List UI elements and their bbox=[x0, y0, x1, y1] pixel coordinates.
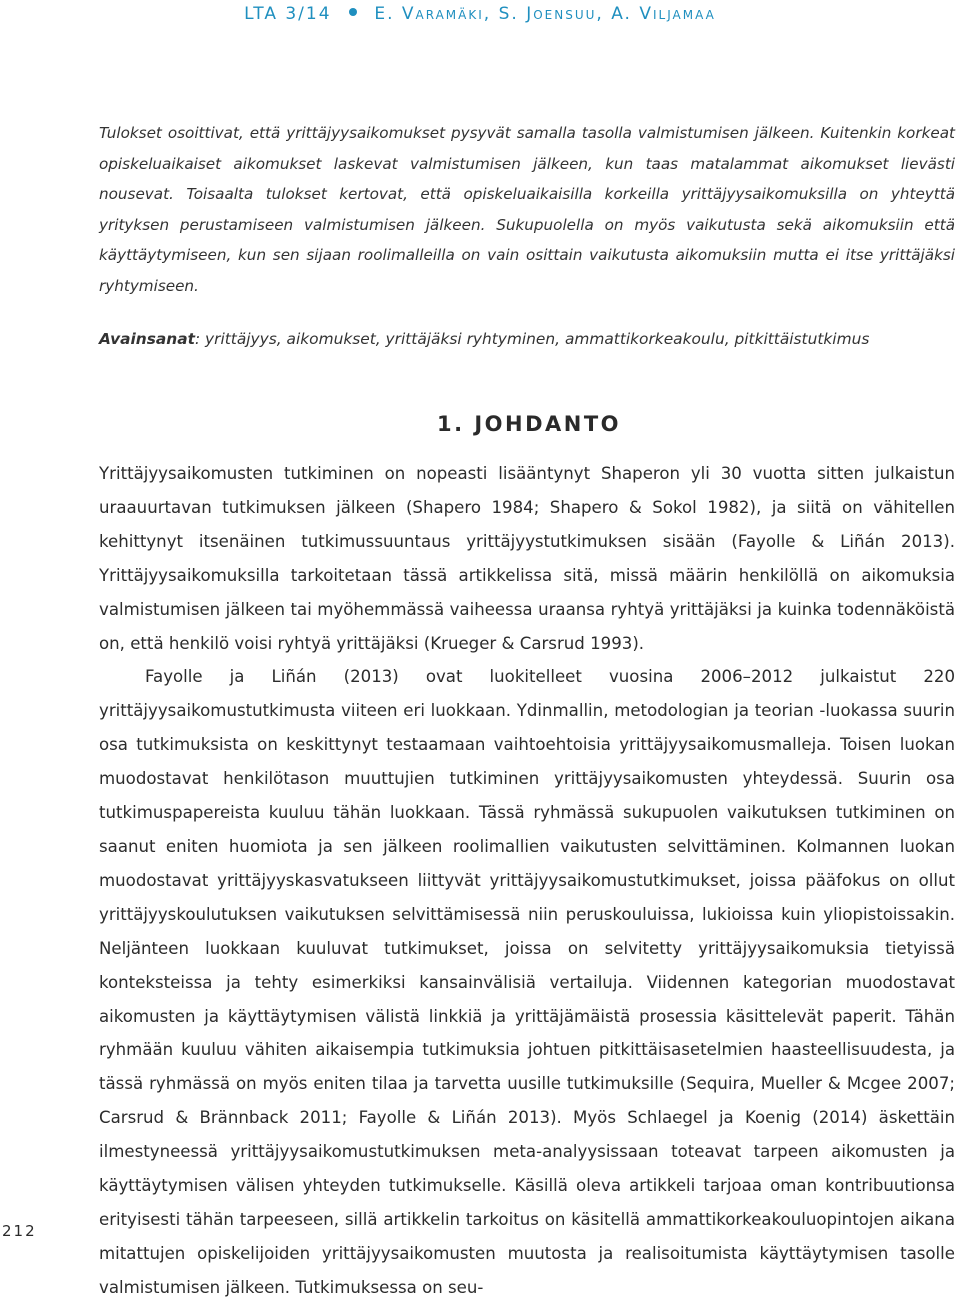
author-1: E. Varamäki bbox=[374, 4, 484, 24]
running-header: LTA 3/14 E. Varamäki, S. Joensuu, A. Viljamaa bbox=[244, 4, 716, 24]
abstract-paragraph: Tulokset osoittivat, että yrittäjyysaikomukset pysyvät samalla tasolla valmistumisen jälkeen. Kuitenkin korkeat opiskeluaikaiset aikomukset laskevat valmistumisen jälkeen, kun taas matalammat aikomukset lievästi nousevat. Toisaalta tulokset kertovat, että opiskeluaikaisilla korkeilla yrittäjyysaikomuksilla on yhteyttä yrityksen perustamiseen valmistumisen jälkeen. Sukupuolella on myös vaikutusta sekä aikomuksiin että käyttäytymiseen, kun sen sijaan roolimalleilla on vain osittain vaikutusta aikomuksiin mutta ei itse yrittäjäksi ryhtymiseen. bbox=[99, 124, 955, 295]
body-paragraph-2: Fayolle ja Liñán (2013) ovat luokitelleet vuosina 2006–2012 julkaistut 220 yrittäjyysaikomustutkimusta viiteen eri luokkaan. Ydinmallin, metodologian ja teorian -luokassa suurin osa tutkimuksista on keskittynyt testaamaan vaihtoehtoisia yrittäjyysaikomusmalleja. Toisen luokan muodostavat henkilötason muuttujien tutkiminen yrittäjyysaikomusten yhteydessä. Suurin osa tutkimuspapereista kuuluu tähän luokkaan. Tässä ryhmässä sukupuolen vaikutuksen tutkiminen on saanut eniten huomiota ja sen jälkeen roolimallien vaikutusten selvittäminen. Kolmannen luokan muodostavat yrittäjyyskasvatukseen liittyvät yrittäjyysaikomustutkimukset, joissa pääfokus on ollut yrittäjyyskoulutuksen vaikutuksen selvittämisessä niin peruskouluissa, lukioissa kuin yliopistoissakin. Neljänteen luokkaan kuuluvat tutkimukset, joissa on selvitetty yrittäjyysaikomuksia tietyissä konteksteissa ja tehty esimerkiksi kansainvälisiä vertailuja. Viidennen kategorian muodostavat aikomusten ja käyttäytymisen välistä linkkiä ja yrittäjämäistä prosessia käsittelevät paperit. Tähän ryhmään kuuluu vähiten aikaisempia tutkimuksia johtuen pitkittäisasetelmien haasteellisuudesta, ja tässä ryhmässä on myös eniten tilaa ja tarvetta uusille tutkimuksille (Sequira, Mueller & Mcgee 2007; Carsrud & Brännback 2011; Fayolle & Liñán 2013). Myös Schlaegel ja Koenig (2014) äskettäin ilmestyneessä yrittäjyysaikomustutkimuksen meta-analyysissaan toteavat tarpeen aikomusten ja käyttäytymisen välisen yhteyden tutkimukselle. Käsillä oleva artikkeli tarjoaa oman kontribuutionsa erityisesti tähän tarpeeseen, sillä artikkelin tarkoitus on käsitellä ammattikorkeakouluopintojen aikana mitattujen opiskelijoiden yrittäjyysaikomusten muutosta ja realisoitumista käyttäytymisen tasolle valmistumisen jälkeen. Tutkimuksessa on seu- bbox=[99, 667, 955, 1297]
body-paragraph-1: Yrittäjyysaikomusten tutkiminen on nopeasti lisääntynyt Shaperon yli 30 vuotta sitten julkaistun uraauurtavan tutkimuksen jälkeen (Shapero 1984; Shapero & Sokol 1982), ja siitä on vähitellen kehittynyt itsenäinen tutkimussuuntaus yrittäjyystutkimuksen sisään (Fayolle & Liñán 2013). Yrittäjyysaikomuksilla tarkoitetaan tässä artikkelissa sitä, missä määrin henkilöllä on aikomuksia valmistumisen jälkeen tai myöhemmässä vaiheessa uraansa ryhtyä yrittäjäksi ja kuinka todennäköistä on, että henkilö voisi ryhtyä yrittäjäksi (Krueger & Carsrud 1993). bbox=[99, 464, 955, 653]
author-3: A. Viljamaa bbox=[611, 4, 716, 24]
journal-issue: LTA 3/14 bbox=[244, 4, 332, 24]
page-number: 212 bbox=[2, 1222, 37, 1240]
body-text bbox=[99, 457, 955, 1305]
keywords-label: Avainsanat bbox=[99, 330, 195, 348]
section-heading: 1. JOHDANTO bbox=[436, 412, 622, 436]
keywords-list: : yrittäjyys, aikomukset, yrittäjäksi ryhtyminen, ammattikorkeakoulu, pitkittäistutkimus bbox=[194, 330, 870, 348]
author-2: S. Joensuu bbox=[498, 4, 597, 24]
keywords-line bbox=[99, 324, 955, 354]
bullet-separator-icon bbox=[349, 8, 357, 16]
